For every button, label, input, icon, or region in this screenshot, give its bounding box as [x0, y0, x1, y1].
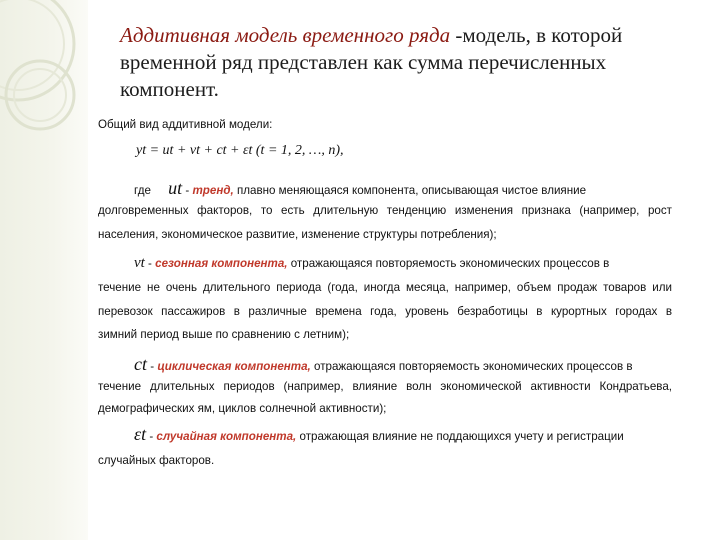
- trend-desc-2: долговременных факторов, то есть длительную тенденцию изменения признака (например, рост: [98, 204, 672, 217]
- cyclical-line: [134, 354, 633, 375]
- cyclical-desc-3: демографических ям, циклов солнечной активности);: [98, 402, 387, 415]
- trend-dash: -: [182, 184, 190, 197]
- seasonal-term: сезонная компонента,: [155, 257, 288, 270]
- trend-symbol: ut: [168, 178, 183, 198]
- seasonal-desc-3: перевозок пассажиров в различные времена года, уровень безработицы в курортных городах в: [98, 305, 672, 318]
- seasonal-desc-4: зимний период выше по сравнению с летним);: [98, 328, 350, 341]
- seasonal-dash: -: [144, 257, 156, 270]
- trend-term: тренд,: [192, 184, 234, 197]
- cyclical-term: циклическая компонента,: [157, 360, 311, 373]
- decorative-side-panel: [0, 0, 88, 540]
- cyclical-desc-1: отражающаяся повторяемость экономических процессов в: [310, 360, 633, 373]
- random-line: [134, 424, 624, 445]
- random-dash: -: [146, 430, 157, 443]
- random-term: случайная компонента,: [156, 430, 297, 443]
- random-desc-2: случайных факторов.: [98, 454, 215, 467]
- seasonal-desc-2: течение не очень длительного периода (года, иногда месяца, например, объем продаж товаров или: [98, 281, 672, 294]
- intro-text: Общий вид аддитивной модели:: [98, 118, 273, 131]
- decorative-circles-icon: [0, 0, 100, 200]
- random-symbol: εt: [134, 424, 147, 444]
- trend-desc-3: населения, экономическое развитие, изменение структуры потребления);: [98, 228, 497, 241]
- cyclical-desc-2: течение длительных периодов (например, влияние волн экономической активности Кондратьева,: [98, 380, 672, 393]
- seasonal-desc-1: отражающаяся повторяемость экономических процессов в: [287, 257, 610, 270]
- title-definition: -модель, в которой временной ряд представлен как сумма перечисленных компонент.: [120, 23, 623, 101]
- model-formula: yt = ut + vt + ct + εt (t = 1, 2, …, n),: [136, 143, 344, 158]
- slide-title: [120, 22, 680, 103]
- cyclical-dash: -: [147, 360, 158, 373]
- seasonal-symbol: vt: [134, 255, 145, 271]
- trend-line: [134, 178, 586, 199]
- cyclical-symbol: ct: [134, 354, 147, 374]
- random-desc-1: отражающая влияние не поддающихся учету и регистрации: [296, 430, 624, 443]
- title-term: Аддитивная модель временного ряда: [120, 23, 451, 47]
- trend-desc-1: плавно меняющаяся компонента, описывающая чистое влияние: [233, 184, 587, 197]
- seasonal-line: [134, 255, 609, 272]
- trend-lead: где: [134, 184, 151, 197]
